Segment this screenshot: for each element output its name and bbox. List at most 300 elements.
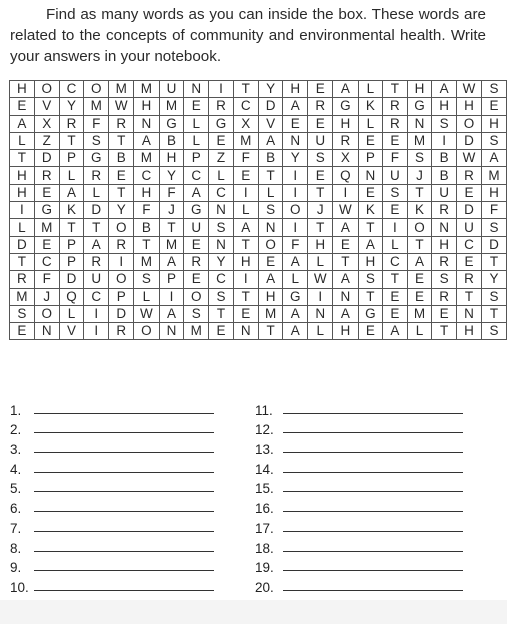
grid-letter: V — [34, 98, 59, 115]
grid-letter: L — [10, 219, 35, 236]
grid-letter: L — [59, 167, 84, 184]
grid-letter: E — [358, 323, 383, 340]
grid-letter: C — [59, 81, 84, 98]
answer-list-right — [255, 398, 463, 595]
grid-letter: D — [109, 305, 134, 322]
grid-letter: U — [456, 219, 481, 236]
grid-letter: Q — [59, 288, 84, 305]
grid-letter: Q — [333, 167, 358, 184]
grid-letter: A — [358, 236, 383, 253]
grid-letter: P — [184, 150, 209, 167]
grid-row — [10, 98, 507, 115]
grid-letter: G — [184, 202, 209, 219]
grid-letter: R — [432, 288, 456, 305]
grid-letter: O — [407, 219, 432, 236]
grid-letter: A — [432, 81, 456, 98]
answer-number: 3. — [10, 442, 22, 458]
answer-line — [10, 437, 214, 457]
grid-row — [10, 150, 507, 167]
grid-letter: H — [10, 81, 35, 98]
grid-letter: J — [34, 288, 59, 305]
grid-letter: M — [407, 132, 432, 149]
grid-letter: N — [34, 323, 59, 340]
grid-letter: G — [209, 115, 234, 132]
grid-letter: E — [209, 323, 234, 340]
grid-letter: H — [308, 236, 333, 253]
grid-letter: T — [258, 323, 283, 340]
grid-letter: D — [10, 236, 35, 253]
grid-letter: Z — [34, 132, 59, 149]
grid-letter: Z — [209, 150, 234, 167]
grid-letter: S — [432, 271, 456, 288]
answer-line — [255, 575, 463, 595]
grid-letter: H — [432, 98, 456, 115]
grid-letter: I — [233, 184, 258, 201]
grid-letter: M — [233, 132, 258, 149]
grid-letter: L — [358, 81, 383, 98]
answer-number: 11. — [255, 402, 273, 418]
grid-letter: T — [233, 236, 258, 253]
grid-letter: R — [383, 115, 407, 132]
grid-letter: C — [184, 167, 209, 184]
grid-letter: T — [159, 219, 184, 236]
answer-number: 16. — [255, 501, 274, 517]
grid-letter: Y — [209, 253, 234, 270]
grid-letter: S — [209, 219, 234, 236]
grid-letter: I — [432, 132, 456, 149]
grid-letter: L — [308, 323, 333, 340]
grid-letter: B — [134, 219, 159, 236]
grid-letter: R — [456, 167, 481, 184]
answer-blank-line — [283, 530, 463, 532]
grid-letter: E — [308, 115, 333, 132]
answer-list-left — [10, 398, 214, 595]
grid-letter: U — [308, 132, 333, 149]
grid-letter: W — [456, 150, 481, 167]
grid-letter: E — [233, 305, 258, 322]
grid-letter: E — [184, 98, 209, 115]
answer-number: 9. — [10, 560, 22, 576]
grid-letter: N — [134, 115, 159, 132]
grid-letter: M — [184, 323, 209, 340]
grid-letter: J — [407, 167, 432, 184]
grid-letter: R — [10, 271, 35, 288]
answer-number: 8. — [10, 540, 22, 556]
grid-letter: M — [134, 150, 159, 167]
grid-letter: F — [482, 202, 507, 219]
grid-letter: V — [59, 323, 84, 340]
grid-letter: L — [308, 253, 333, 270]
grid-letter: S — [10, 305, 35, 322]
grid-letter: N — [333, 288, 358, 305]
answer-line — [10, 457, 214, 477]
grid-letter: D — [34, 150, 59, 167]
grid-letter: H — [482, 115, 507, 132]
grid-letter: M — [407, 305, 432, 322]
answer-blank-line — [283, 431, 463, 433]
grid-letter: W — [333, 202, 358, 219]
grid-letter: U — [84, 271, 109, 288]
grid-letter: I — [233, 271, 258, 288]
grid-letter: E — [383, 132, 407, 149]
answer-number: 2. — [10, 422, 22, 438]
answer-line — [255, 477, 463, 497]
grid-letter: L — [184, 132, 209, 149]
grid-row — [10, 202, 507, 219]
grid-letter: F — [283, 236, 308, 253]
grid-letter: A — [333, 219, 358, 236]
grid-letter: H — [432, 236, 456, 253]
grid-letter: N — [407, 115, 432, 132]
grid-letter: T — [233, 288, 258, 305]
grid-letter: N — [432, 219, 456, 236]
grid-letter: L — [134, 288, 159, 305]
grid-letter: O — [184, 288, 209, 305]
answer-blank-line — [34, 550, 214, 552]
answer-blank-line — [34, 451, 214, 453]
grid-letter: N — [209, 202, 234, 219]
grid-letter: R — [84, 253, 109, 270]
grid-row — [10, 115, 507, 132]
grid-letter: X — [34, 115, 59, 132]
grid-letter: S — [482, 219, 507, 236]
grid-letter: A — [159, 305, 184, 322]
answer-line — [10, 496, 214, 516]
grid-letter: H — [159, 150, 184, 167]
grid-letter: R — [333, 132, 358, 149]
grid-letter: B — [432, 167, 456, 184]
grid-letter: E — [482, 98, 507, 115]
grid-letter: U — [159, 81, 184, 98]
grid-letter: X — [333, 150, 358, 167]
answer-line — [255, 496, 463, 516]
grid-letter: W — [456, 81, 481, 98]
grid-letter: C — [383, 253, 407, 270]
grid-row — [10, 305, 507, 322]
grid-letter: T — [407, 184, 432, 201]
grid-letter: R — [432, 253, 456, 270]
grid-letter: E — [407, 288, 432, 305]
grid-letter: A — [233, 219, 258, 236]
grid-letter: T — [233, 81, 258, 98]
grid-letter: S — [184, 305, 209, 322]
grid-letter: N — [184, 81, 209, 98]
grid-letter: Y — [59, 98, 84, 115]
grid-letter: F — [233, 150, 258, 167]
grid-letter: Y — [283, 150, 308, 167]
grid-letter: P — [59, 253, 84, 270]
grid-letter: Y — [482, 271, 507, 288]
grid-row — [10, 184, 507, 201]
grid-letter: A — [134, 132, 159, 149]
grid-letter: E — [209, 132, 234, 149]
grid-letter: H — [258, 288, 283, 305]
grid-letter: E — [184, 271, 209, 288]
grid-row — [10, 219, 507, 236]
grid-letter: A — [283, 253, 308, 270]
answer-line — [10, 556, 214, 576]
grid-letter: H — [333, 115, 358, 132]
grid-letter: L — [10, 132, 35, 149]
grid-letter: K — [407, 202, 432, 219]
grid-letter: E — [233, 167, 258, 184]
grid-letter: C — [134, 167, 159, 184]
grid-letter: T — [333, 253, 358, 270]
grid-letter: E — [456, 253, 481, 270]
grid-letter: G — [333, 98, 358, 115]
grid-letter: A — [333, 305, 358, 322]
grid-letter: E — [308, 167, 333, 184]
grid-letter: I — [84, 323, 109, 340]
answer-line — [255, 556, 463, 576]
grid-letter: L — [358, 115, 383, 132]
instructions-text: Find as many words as you can inside the box. These words are related to the concepts of community and environmental health. Write your answers in your notebook. — [10, 6, 486, 65]
grid-letter: E — [109, 167, 134, 184]
grid-letter: N — [358, 167, 383, 184]
grid-letter: I — [283, 184, 308, 201]
grid-row — [10, 81, 507, 98]
grid-letter: T — [84, 219, 109, 236]
grid-letter: G — [407, 98, 432, 115]
grid-letter: T — [209, 305, 234, 322]
grid-letter: R — [109, 236, 134, 253]
grid-letter: A — [283, 323, 308, 340]
grid-letter: H — [233, 253, 258, 270]
grid-letter: O — [109, 271, 134, 288]
grid-letter: G — [34, 202, 59, 219]
answer-number: 17. — [255, 520, 274, 536]
page-footer-band — [0, 600, 507, 624]
grid-letter: Y — [109, 202, 134, 219]
grid-letter: N — [209, 236, 234, 253]
answer-blank-line — [34, 569, 214, 571]
grid-letter: E — [383, 305, 407, 322]
answer-number: 19. — [255, 560, 274, 576]
grid-letter: S — [358, 271, 383, 288]
grid-letter: R — [456, 271, 481, 288]
grid-letter: H — [283, 81, 308, 98]
grid-letter: P — [358, 150, 383, 167]
grid-letter: Y — [159, 167, 184, 184]
grid-letter: U — [184, 219, 209, 236]
grid-letter: L — [209, 167, 234, 184]
grid-letter: D — [456, 202, 481, 219]
grid-letter: B — [432, 150, 456, 167]
grid-letter: A — [258, 132, 283, 149]
grid-letter: F — [34, 271, 59, 288]
grid-letter: K — [358, 202, 383, 219]
answer-blank-line — [34, 510, 214, 512]
grid-letter: C — [456, 236, 481, 253]
grid-letter: B — [109, 150, 134, 167]
answer-number: 4. — [10, 461, 22, 477]
grid-letter: E — [34, 184, 59, 201]
grid-letter: F — [134, 202, 159, 219]
grid-letter: D — [456, 132, 481, 149]
answer-number: 6. — [10, 501, 22, 517]
grid-letter: T — [456, 288, 481, 305]
grid-letter: L — [383, 236, 407, 253]
grid-letter: D — [482, 236, 507, 253]
grid-letter: T — [383, 81, 407, 98]
answer-blank-line — [283, 510, 463, 512]
grid-letter: O — [456, 115, 481, 132]
grid-letter: R — [209, 98, 234, 115]
grid-letter: S — [308, 150, 333, 167]
grid-letter: H — [358, 253, 383, 270]
grid-letter: T — [482, 253, 507, 270]
grid-letter: A — [407, 253, 432, 270]
grid-row — [10, 236, 507, 253]
grid-letter: R — [59, 115, 84, 132]
grid-letter: H — [456, 98, 481, 115]
grid-letter: A — [159, 253, 184, 270]
grid-letter: P — [59, 150, 84, 167]
answer-blank-line — [283, 412, 463, 414]
grid-letter: T — [258, 167, 283, 184]
grid-letter: H — [407, 81, 432, 98]
grid-letter: N — [283, 132, 308, 149]
grid-letter: S — [482, 132, 507, 149]
grid-letter: A — [283, 98, 308, 115]
answer-blank-line — [283, 569, 463, 571]
grid-letter: I — [84, 305, 109, 322]
grid-letter: I — [283, 167, 308, 184]
grid-letter: T — [358, 288, 383, 305]
grid-letter: P — [159, 271, 184, 288]
grid-letter: S — [482, 81, 507, 98]
grid-letter: I — [159, 288, 184, 305]
grid-letter: G — [358, 305, 383, 322]
grid-row — [10, 167, 507, 184]
grid-letter: H — [456, 323, 481, 340]
grid-letter: T — [358, 219, 383, 236]
answer-number: 20. — [255, 579, 274, 595]
grid-letter: M — [134, 253, 159, 270]
answer-number: 7. — [10, 520, 22, 536]
grid-letter: S — [383, 184, 407, 201]
answer-number: 12. — [255, 422, 274, 438]
grid-letter: W — [308, 271, 333, 288]
grid-letter: P — [59, 236, 84, 253]
answer-line — [10, 575, 214, 595]
grid-letter: D — [84, 202, 109, 219]
grid-letter: O — [34, 81, 59, 98]
answer-line — [10, 477, 214, 497]
grid-letter: T — [109, 132, 134, 149]
grid-letter: O — [283, 202, 308, 219]
grid-letter: S — [432, 115, 456, 132]
answer-blank-line — [34, 412, 214, 414]
grid-letter: T — [383, 271, 407, 288]
answer-line — [10, 398, 214, 418]
grid-letter: F — [159, 184, 184, 201]
grid-letter: H — [10, 167, 35, 184]
grid-letter: M — [159, 236, 184, 253]
grid-letter: X — [233, 115, 258, 132]
grid-letter: F — [383, 150, 407, 167]
grid-letter: I — [209, 81, 234, 98]
answer-blank-line — [283, 550, 463, 552]
word-search-grid — [9, 80, 507, 340]
answer-line — [255, 516, 463, 536]
grid-letter: E — [34, 236, 59, 253]
answer-number: 14. — [255, 461, 274, 477]
grid-letter: W — [109, 98, 134, 115]
answer-blank-line — [34, 471, 214, 473]
grid-letter: R — [109, 323, 134, 340]
answer-blank-line — [283, 490, 463, 492]
grid-letter: O — [134, 323, 159, 340]
answer-blank-line — [34, 589, 214, 591]
grid-letter: R — [383, 98, 407, 115]
grid-letter: F — [84, 115, 109, 132]
grid-letter: R — [34, 167, 59, 184]
grid-letter: S — [407, 150, 432, 167]
grid-letter: B — [159, 132, 184, 149]
grid-row — [10, 271, 507, 288]
grid-letter: A — [84, 236, 109, 253]
grid-letter: G — [159, 115, 184, 132]
grid-letter: E — [258, 253, 283, 270]
grid-letter: T — [308, 219, 333, 236]
grid-letter: E — [383, 288, 407, 305]
grid-letter: M — [159, 98, 184, 115]
grid-letter: I — [383, 219, 407, 236]
grid-letter: L — [258, 184, 283, 201]
grid-letter: H — [333, 323, 358, 340]
answer-line — [255, 418, 463, 438]
answer-line — [255, 437, 463, 457]
answer-line — [10, 516, 214, 536]
grid-letter: T — [109, 184, 134, 201]
grid-row — [10, 132, 507, 149]
grid-letter: E — [10, 323, 35, 340]
answer-blank-line — [283, 471, 463, 473]
grid-letter: R — [308, 98, 333, 115]
grid-letter: R — [84, 167, 109, 184]
grid-letter: T — [432, 323, 456, 340]
grid-letter: J — [159, 202, 184, 219]
grid-letter: S — [134, 271, 159, 288]
grid-letter: C — [233, 98, 258, 115]
grid-letter: S — [482, 323, 507, 340]
grid-letter: P — [109, 288, 134, 305]
grid-letter: T — [59, 132, 84, 149]
grid-letter: M — [10, 288, 35, 305]
grid-letter: H — [482, 184, 507, 201]
grid-letter: D — [59, 271, 84, 288]
answer-blank-line — [283, 589, 463, 591]
answer-line — [255, 398, 463, 418]
answer-number: 15. — [255, 481, 274, 497]
grid-letter: W — [134, 305, 159, 322]
grid-letter: G — [84, 150, 109, 167]
grid-letter: S — [209, 288, 234, 305]
grid-letter: T — [482, 305, 507, 322]
grid-letter: L — [283, 271, 308, 288]
grid-letter: S — [258, 202, 283, 219]
grid-letter: T — [59, 219, 84, 236]
grid-letter: E — [184, 236, 209, 253]
grid-letter: S — [482, 288, 507, 305]
answer-line — [10, 536, 214, 556]
grid-row — [10, 288, 507, 305]
grid-letter: C — [209, 184, 234, 201]
grid-letter: R — [109, 115, 134, 132]
grid-letter: R — [432, 202, 456, 219]
answer-line — [10, 418, 214, 438]
